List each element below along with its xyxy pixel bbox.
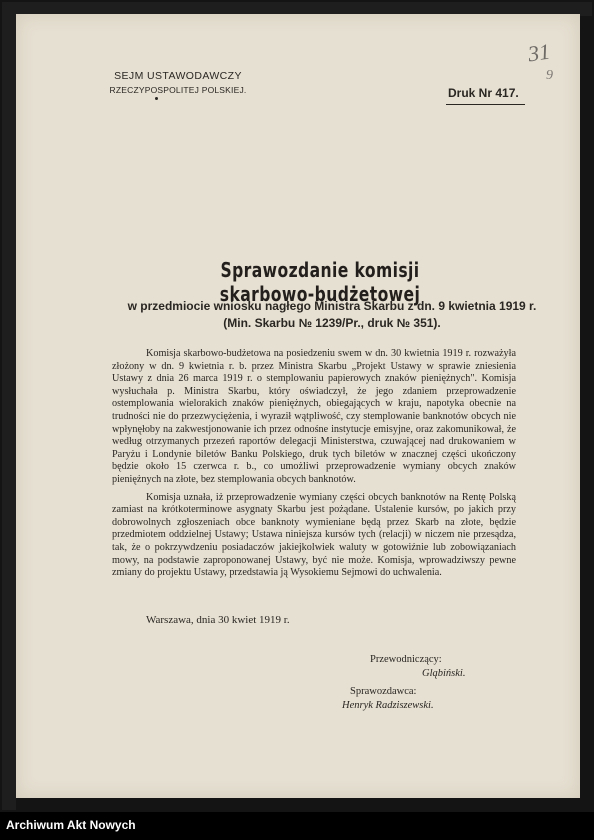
body-paragraph-1: Komisja skarbowo-budżetowa na posiedzeniu swem w dn. 30 kwietnia 1919 r. rozważyła złożony w dn. 9 kwietnia r. b. przez Ministra Skarbu „Projekt Ustawy w sprawie zniesienia Ustawy z dnia 26 marca 1919 r. o stemplowaniu papierowych znaków pieniężnych". Komisja wysłuchała p. Ministra Skarbu, który oświadczył, że jego zdaniem przeprowadzenie ostemplowania wielorakich znaków pieniężnych, obiegających w kraju, napotyka obecnie na trudności nie do przezwyciężenia, i wyraził wątpliwość, czy stemplowanie banknotów obcych nie wpłynęłoby na zakwestjonowanie ich przez odnośne instytucje emisyjne, oraz zakomunikował, że według otrzymanych przezeń raportów delegacji Ministerstwa, czuwającej nad drukowaniem w Paryżu i Londynie biletów Banku Polskiego, druk tych biletów w znacznej części ukończony będzie około 15 czerwca r. b., co umożliwi przeprowadzenie wymiany obcych znaków pieniężnych na złote, bez stemplowania obcych banknotów.	[112, 348, 516, 485]
handwritten-number-2: 9	[546, 68, 553, 83]
rapporteur-name: Henryk Radziszewski.	[342, 700, 434, 711]
document-title: Sprawozdanie komisji skarbowo-budżetowej	[219, 258, 421, 306]
handwritten-number: 31	[526, 38, 552, 67]
document-subtitle: w przedmiocie wniosku nagłego Ministra Skarbu z dn. 9 kwietnia 1919 r. (Min. Skarbu № 1239/Pr., druk № 351).	[127, 299, 537, 330]
archive-footer	[0, 812, 594, 840]
chair-name: Gląbiński.	[422, 668, 466, 679]
institution-header	[98, 70, 258, 100]
document-body	[112, 348, 516, 580]
institution-line-2: RZECZYPOSPOLITEJ POLSKIEJ.	[109, 85, 247, 95]
print-number-underline	[446, 104, 525, 105]
rapporteur-label: Sprawozdawca:	[350, 686, 417, 697]
date-line: Warszawa, dnia 30 kwiet 1919 r.	[146, 614, 290, 626]
archive-stamp: Archiwum Akt Nowych	[6, 818, 136, 832]
print-number: Druk Nr 417.	[448, 86, 519, 100]
institution-line-1: SEJM USTAWODAWCZY	[114, 70, 242, 82]
body-paragraph-2: Komisja uznała, iż przeprowadzenie wymiany części obcych banknotów na Rentę Polską zamiast na krótkoterminowe asygnaty Skarbu jest pożądane. Ustalenie kursów, po jakich przy dobrowolnych zgłoszeniach obce banknoty wymieniane będą przez Skarb na złote, będzie przedmiotem oddzielnej Ustawy; Ustawa niniejsza kursów tych (relacji) w niczem nie przesądza, tak, że o pokrzywdzeniu posiadaczów jakiejkolwiek waluty w gotowiźnie lub zobowiązaniach mowy, na podstawie zaproponowanej Ustawy, być nie może. Komisja, wprowadziwszy pewne zmiany do projektu Ustawy, przedstawia ją Wysokiemu Sejmowi do uchwalenia.	[112, 491, 516, 579]
decorative-dot	[155, 97, 158, 100]
chair-label: Przewodniczący:	[370, 654, 442, 665]
scan-border-left	[2, 2, 16, 810]
